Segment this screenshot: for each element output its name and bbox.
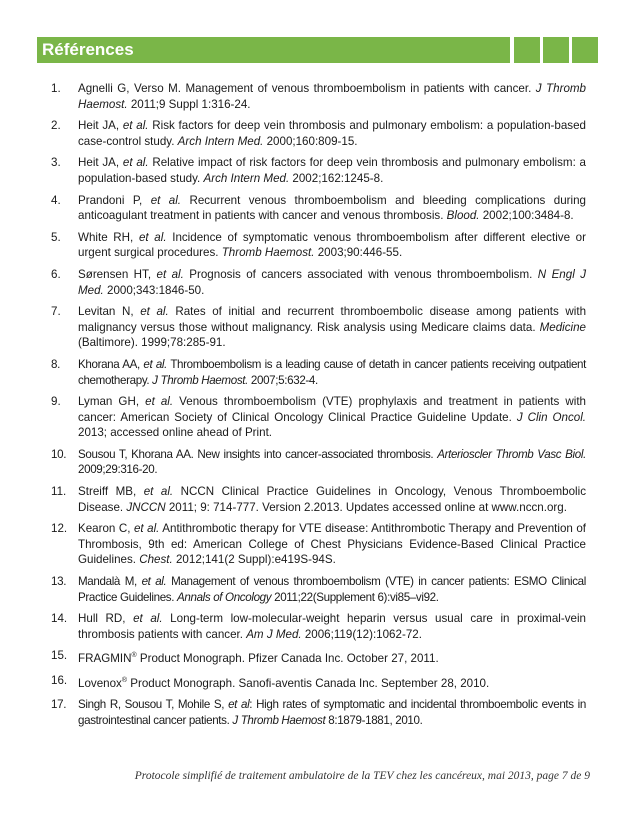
reference-segment: 2013; accessed online ahead of Print.: [78, 426, 273, 440]
reference-text: [78, 448, 586, 477]
reference-segment: FRAGMIN: [78, 652, 132, 666]
reference-segment: Prandoni P,: [78, 193, 151, 207]
reference-italic: Arch Intern Med.: [203, 171, 290, 185]
reference-segment: 2007;5:632-4.: [248, 373, 318, 387]
reference-item: [51, 81, 586, 112]
reference-number: 3.: [51, 156, 61, 170]
reference-italic: et al.: [133, 522, 160, 536]
reference-text: [78, 119, 586, 148]
reference-item: [51, 673, 586, 691]
reference-segment: Product Monograph. Sanofi-aventis Canada Inc. September 28, 2010.: [127, 676, 490, 690]
decorative-square: [543, 37, 569, 63]
reference-italic: et al.: [143, 485, 174, 499]
reference-item: [51, 611, 586, 642]
reference-number: 10.: [51, 447, 67, 461]
reference-item: [51, 155, 586, 186]
decorative-square: [514, 37, 540, 63]
reference-italic: Arch Intern Med.: [177, 134, 264, 148]
reference-text: [78, 677, 489, 690]
section-header-bar: [37, 37, 510, 63]
reference-italic: et al.: [122, 119, 149, 133]
reference-number: 13.: [51, 575, 67, 589]
reference-italic: Chest.: [139, 553, 173, 567]
reference-segment: Mandalà M,: [78, 575, 142, 589]
reference-italic: Annals of Oncology: [176, 590, 272, 604]
reference-item: [51, 697, 586, 728]
reference-item: [51, 357, 586, 388]
reference-segment: Levitan N,: [78, 305, 141, 319]
reference-segment: Venous thromboembolism (VTE) prophylaxis and treatment in patients with cancer: American Society of Clinical Oncology Clinical Practice Guideline Update.: [78, 395, 587, 424]
reference-segment: 2011;9 Suppl 1:316-24.: [127, 97, 251, 111]
reference-segment: (Baltimore). 1999;78:285-91.: [78, 336, 226, 350]
reference-italic: et al.: [145, 395, 174, 409]
reference-item: [51, 521, 586, 568]
reference-segment: Rates of initial and recurrent thromboembolic disease among patients with malignancy versus those without malignancy. Risk analysis using Medicare claims data.: [78, 305, 587, 334]
reference-italic: J Thromb Haemost.: [152, 373, 249, 387]
reference-segment: 2000;160:809-15.: [263, 134, 358, 148]
reference-segment: Thromboembolism is a leading cause of detath in cancer patients receiving outpatient chemotherapy.: [78, 357, 587, 387]
reference-segment: 2011;22(Supplement 6):vi85–vi92.: [271, 590, 439, 604]
reference-segment: Recurrent venous thromboembolism and bleeding complications during anticoagulant treatment in patients with cancer and venous thrombosis.: [78, 193, 586, 223]
reference-number: 14.: [51, 612, 68, 626]
reference-segment: 2003;90:446-55.: [314, 246, 403, 260]
reference-segment: Khorana AA,: [78, 357, 144, 371]
reference-text: [78, 305, 586, 349]
reference-segment: ®: [131, 652, 137, 660]
reference-segment: Prognosis of cancers associated with venous thromboembolism.: [183, 267, 538, 281]
reference-text: [78, 82, 586, 111]
reference-italic: et al.: [141, 575, 167, 589]
reference-text: [78, 358, 586, 387]
reference-italic: J Clin Oncol.: [516, 410, 587, 424]
reference-italic: N Engl J Med.: [78, 267, 586, 297]
reference-item: [51, 118, 586, 149]
reference-item: [51, 267, 586, 298]
page-footer: Protocole simplifié de traitement ambulatoire de la TEV chez les cancéreux, mai 2013, page 7 de 9: [134, 770, 590, 782]
reference-italic: et al.: [133, 612, 163, 626]
reference-segment: Sousou T, Khorana AA. New insights into cancer-associated thrombosis.: [78, 447, 438, 461]
reference-italic: Blood.: [446, 209, 480, 223]
reference-segment: Hull RD,: [78, 612, 134, 626]
reference-number: 7.: [51, 305, 61, 319]
reference-segment: 2002;162:1245-8.: [289, 171, 384, 185]
reference-italic: et al.: [156, 267, 184, 281]
reference-segment: : High rates of symptomatic and incidental thromboembolic events in gastrointestinal cancer patients.: [78, 698, 586, 727]
reference-item: [51, 304, 586, 351]
reference-segment: Heit JA,: [78, 156, 123, 170]
section-title: Références: [42, 40, 134, 59]
reference-italic: Arterioscler Thromb Vasc Biol.: [437, 447, 586, 461]
reference-italic: Medicine: [539, 320, 586, 334]
reference-item: [51, 648, 586, 666]
reference-segment: 2006;119(12):1062-72.: [301, 627, 422, 641]
reference-segment: 2000;343:1846-50.: [103, 283, 205, 297]
reference-segment: Incidence of symptomatic venous thromboembolism after different elective or urgent surgical procedures.: [78, 230, 586, 260]
reference-segment: Lovenox: [78, 676, 122, 690]
reference-segment: 2009;29:316-20.: [78, 463, 158, 477]
reference-segment: ®: [121, 676, 128, 684]
reference-item: [51, 574, 586, 605]
reference-italic: et al.: [122, 156, 149, 170]
reference-text: [78, 156, 586, 185]
reference-segment: White RH,: [78, 230, 139, 244]
reference-segment: NCCN Clinical Practice Guidelines in Oncology, Venous Thromboembolic Disease.: [78, 485, 586, 514]
reference-segment: Lyman GH,: [78, 395, 146, 409]
decorative-squares: [514, 37, 598, 63]
reference-number: 12.: [51, 522, 68, 536]
reference-segment: Singh R, Sousou T, Mohile S,: [78, 698, 229, 712]
reference-segment: Kearon C,: [78, 522, 134, 536]
reference-text: [78, 194, 586, 223]
reference-text: [78, 231, 586, 260]
reference-item: [51, 394, 586, 441]
reference-number: 8.: [51, 357, 60, 371]
reference-segment: 8:1879-1881, 2010.: [325, 713, 423, 727]
reference-list: [51, 81, 586, 735]
reference-italic: et al.: [140, 305, 169, 319]
reference-number: 6.: [51, 267, 61, 281]
reference-number: 16.: [51, 673, 68, 687]
reference-text: [78, 485, 586, 514]
reference-item: [51, 484, 586, 515]
reference-italic: J Thromb Haemost.: [78, 82, 586, 111]
reference-segment: Risk factors for deep vein thrombosis and pulmonary embolism: a population-based case-control study.: [78, 119, 587, 148]
reference-text: [78, 612, 586, 641]
reference-italic: Am J Med.: [246, 627, 302, 641]
reference-italic: et al.: [150, 193, 182, 207]
reference-text: [78, 522, 586, 566]
reference-number: 2.: [51, 119, 61, 133]
reference-italic: J Thromb Haemost: [232, 713, 326, 727]
reference-number: 17.: [51, 698, 67, 712]
reference-number: 11.: [51, 485, 67, 499]
reference-text: [78, 268, 586, 297]
reference-segment: Streiff MB,: [78, 485, 144, 499]
reference-segment: 2011; 9: 714-777. Version 2.2013. Updates accessed online at www.nccn.org.: [165, 500, 567, 514]
reference-segment: Product Monograph. Pfizer Canada Inc. October 27, 2011.: [136, 652, 439, 666]
reference-item: [51, 193, 586, 224]
reference-segment: Agnelli G, Verso M. Management of venous thromboembolism in patients with cancer.: [78, 82, 536, 95]
reference-segment: Heit JA,: [78, 119, 123, 133]
reference-segment: Relative impact of risk factors for deep vein thrombosis and pulmonary embolism: a population-based study.: [78, 156, 587, 185]
reference-italic: et al.: [143, 357, 168, 371]
reference-segment: Management of venous thromboembolism (VTE) in cancer patients: ESMO Clinical Practice Guidelines.: [78, 575, 586, 604]
reference-text: [78, 652, 439, 665]
reference-number: 15.: [51, 649, 68, 663]
reference-segment: 2002;100:3484-8.: [479, 209, 574, 223]
decorative-square: [572, 37, 598, 63]
reference-number: 5.: [51, 230, 61, 244]
reference-number: 9.: [51, 395, 61, 409]
reference-italic: JNCCN: [126, 500, 166, 514]
reference-text: [78, 575, 586, 604]
reference-segment: Long-term low-molecular-weight heparin versus usual care in proximal-vein thrombosis patients with cancer.: [78, 612, 586, 641]
reference-number: 1.: [51, 82, 61, 95]
reference-segment: 2012;141(2 Suppl):e419S-94S.: [172, 553, 336, 567]
reference-text: [78, 395, 586, 439]
reference-italic: et al.: [138, 230, 167, 244]
reference-italic: Thromb Haemost.: [221, 246, 315, 260]
reference-segment: Sørensen HT,: [78, 267, 157, 281]
reference-text: [78, 698, 586, 727]
reference-italic: et al: [228, 698, 250, 712]
reference-segment: Antithrombotic therapy for VTE disease: Antithrombotic Therapy and Prevention of Thrombosis, 9th ed: American College of Chest Physicians Evidence-Based Clinical Practice Guidelines.: [78, 522, 587, 567]
reference-item: [51, 230, 586, 261]
reference-number: 4.: [51, 193, 61, 207]
reference-item: [51, 447, 586, 478]
